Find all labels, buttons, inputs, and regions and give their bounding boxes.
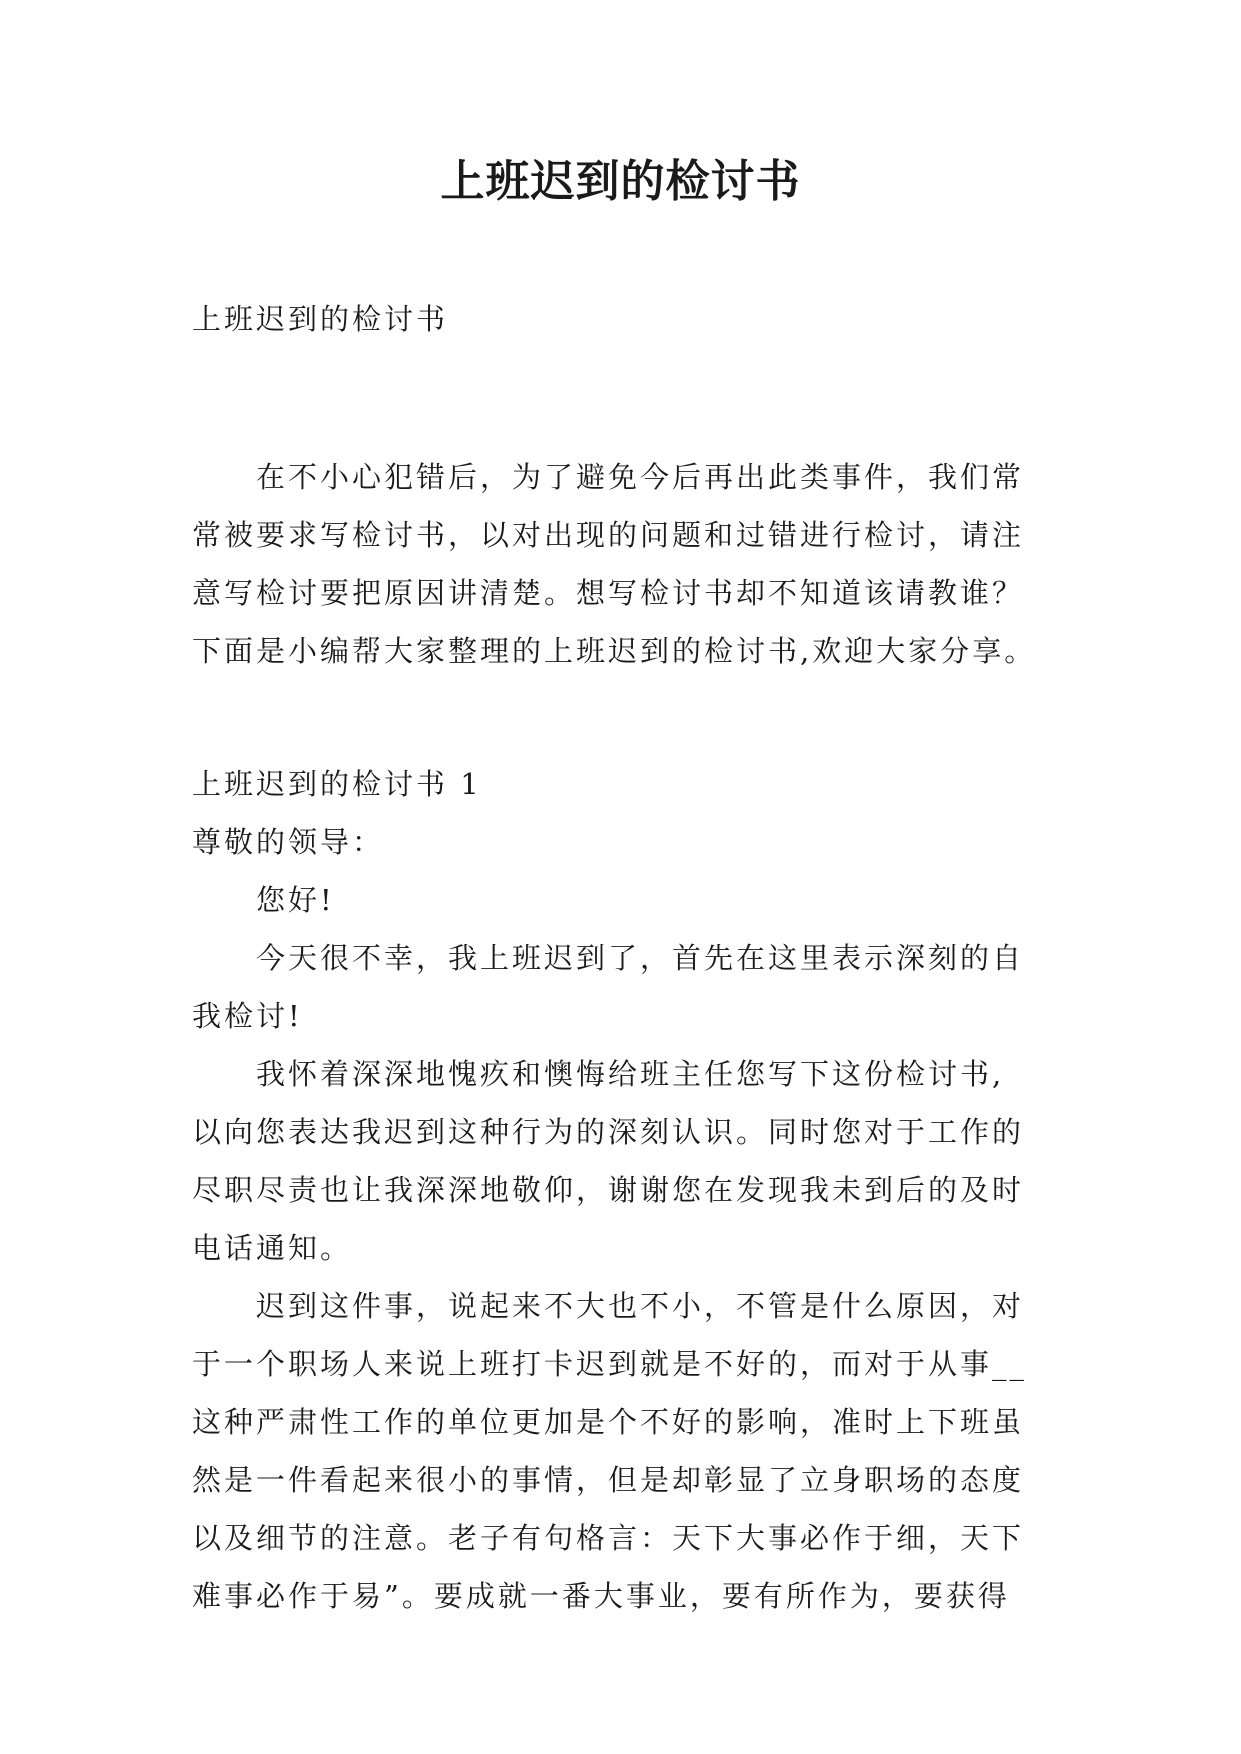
para2-line-1: 我怀着深深地愧疚和懊悔给班主任您写下这份检讨书, — [256, 1057, 1005, 1091]
para2-line-3: 尽职尽责也让我深深地敬仰，谢谢您在发现我未到后的及时 — [192, 1173, 1025, 1207]
para3-line-2: 于一个职场人来说上班打卡迟到就是不好的，而对于从事__ — [192, 1347, 1028, 1381]
para3-line-6: 难事必作于易”。要成就一番大事业，要有所作为，要获得 — [192, 1579, 1010, 1613]
section-heading: 上班迟到的检讨书 1 — [192, 767, 482, 801]
document-body — [192, 290, 1052, 1625]
para1-line-2: 我检讨! — [192, 999, 303, 1033]
para3-line-1: 迟到这件事，说起来不大也不小，不管是什么原因，对 — [256, 1289, 1025, 1323]
document-title: 上班迟到的检讨书 — [440, 156, 801, 207]
salutation: 尊敬的领导： — [192, 825, 385, 859]
para2-line-2: 以向您表达我迟到这种行为的深刻认识。同时您对于工作的 — [192, 1115, 1025, 1149]
intro-line-1: 在不小心犯错后，为了避免今后再出此类事件，我们常 — [256, 460, 1025, 494]
spacer — [192, 348, 1052, 448]
document-subtitle: 上班迟到的检讨书 — [192, 302, 449, 336]
para1-line-1: 今天很不幸，我上班迟到了，首先在这里表示深刻的自 — [256, 941, 1025, 975]
para3-line-4: 然是一件看起来很小的事情，但是却彰显了立身职场的态度 — [192, 1463, 1025, 1497]
intro-line-3: 意写检讨要把原因讲清楚。想写检讨书却不知道该请教谁？ — [192, 576, 1025, 610]
para2-line-4: 电话通知。 — [192, 1231, 353, 1265]
para3-line-5: 以及细节的注意。老子有句格言：天下大事必作于细，天下 — [192, 1521, 1025, 1555]
greeting: 您好! — [256, 883, 335, 917]
para3-line-3: 这种严肃性工作的单位更加是个不好的影响，准时上下班虽 — [192, 1405, 1025, 1439]
spacer — [192, 680, 1052, 755]
intro-line-2: 常被要求写检讨书，以对出现的问题和过错进行检讨，请注 — [192, 518, 1025, 552]
intro-line-4: 下面是小编帮大家整理的上班迟到的检讨书,欢迎大家分享。 — [192, 634, 1037, 668]
